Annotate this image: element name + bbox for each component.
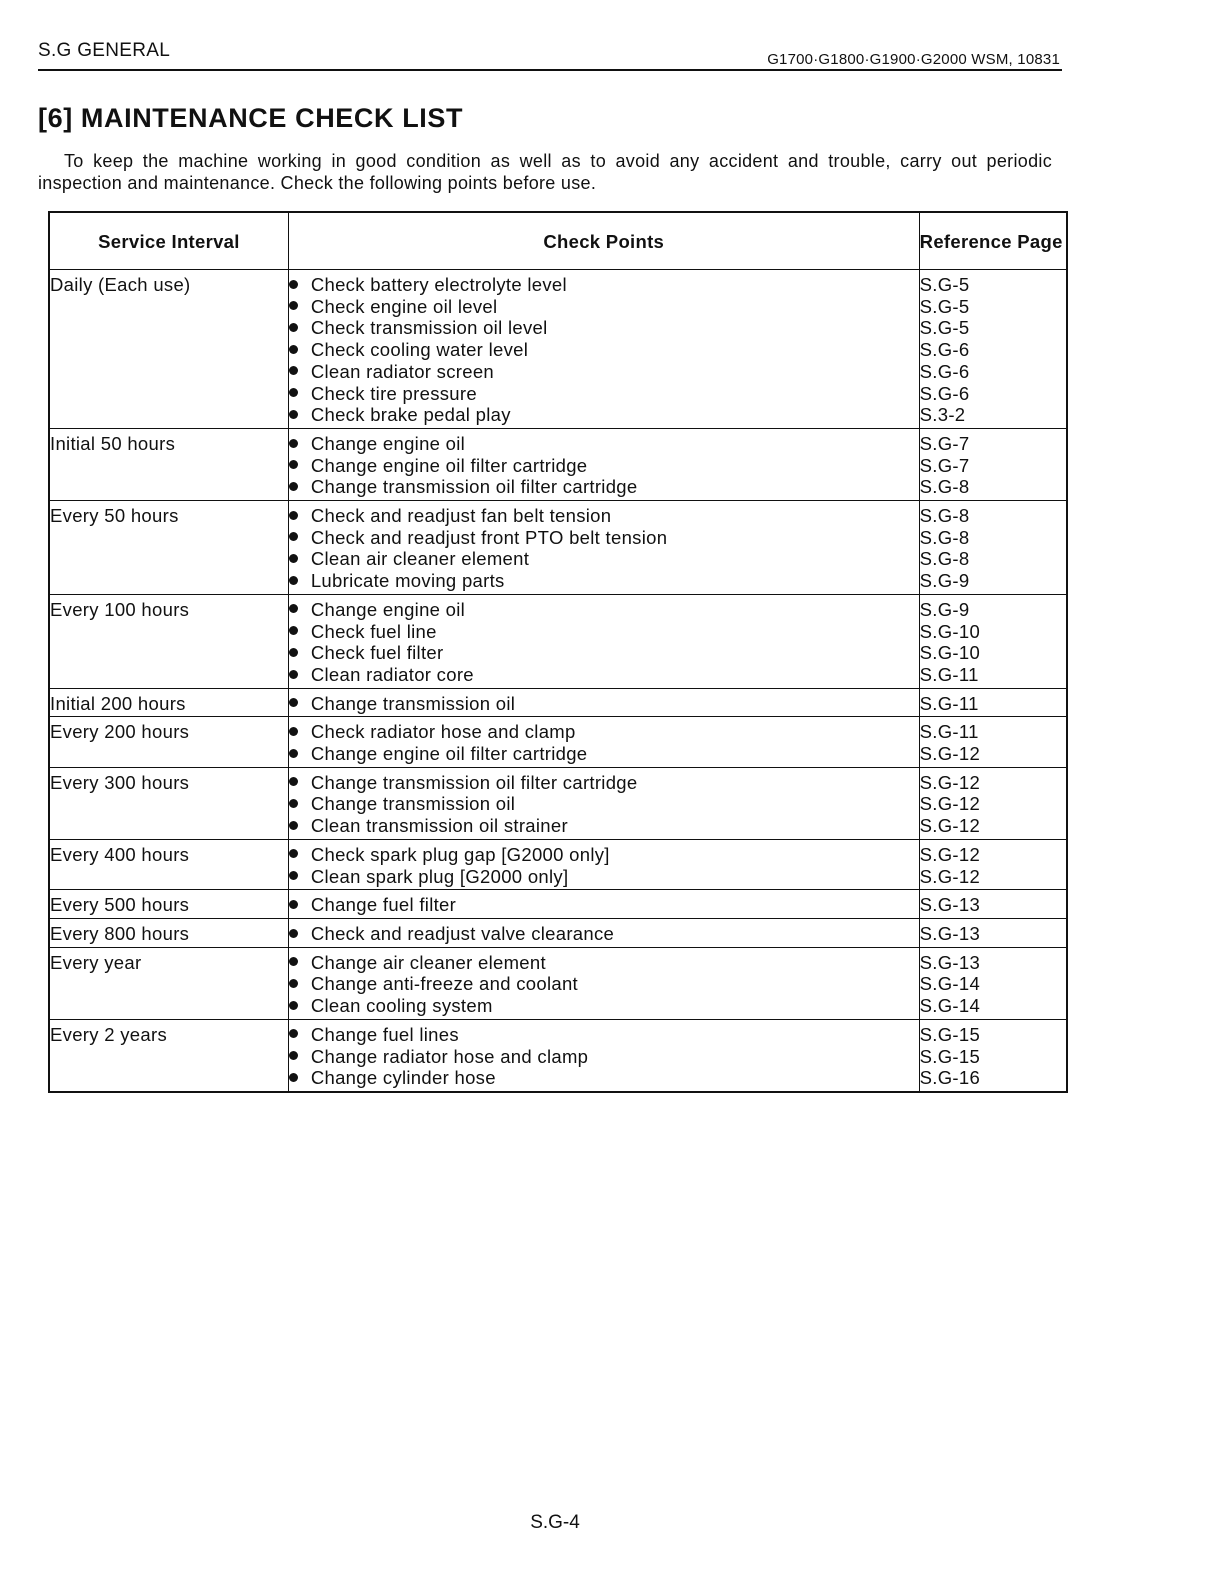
reference-page-item: S.G-13: [919, 922, 981, 944]
reference-page-cell: [919, 767, 1067, 839]
check-points-cell: [288, 688, 919, 717]
bullet-icon: [289, 482, 298, 491]
check-point-item: [289, 548, 919, 570]
service-interval-cell: Every 300 hours: [49, 767, 288, 839]
reference-page-item: S.G-12: [919, 815, 981, 837]
page-title: [6] MAINTENANCE CHECK LIST: [38, 103, 464, 133]
check-point-text: Change engine oil: [310, 432, 466, 454]
check-point-text: Change transmission oil: [310, 692, 516, 714]
reference-page-item: S.G-10: [919, 642, 981, 664]
check-point-text: Check transmission oil level: [310, 317, 548, 339]
bullet-icon: [289, 1029, 298, 1038]
reference-page-item: S.G-11: [919, 721, 979, 743]
bullet-icon: [289, 604, 298, 613]
check-point-item: [289, 642, 919, 664]
check-point-item: [289, 693, 919, 715]
bullet-icon: [289, 799, 298, 808]
bullet-icon: [289, 460, 298, 469]
reference-page-cell: [919, 501, 1067, 595]
bullet-icon: [289, 554, 298, 563]
bullet-icon: [289, 849, 298, 858]
bullet-icon: [289, 410, 298, 419]
table-row: [49, 717, 1067, 767]
check-point-text: Change fuel lines: [310, 1023, 459, 1045]
check-point-item: [289, 404, 919, 426]
check-point-text: Change engine oil: [310, 598, 466, 620]
check-point-item: [289, 527, 919, 549]
reference-page-cell: [919, 270, 1067, 429]
reference-page-item: S.G-12: [919, 843, 981, 865]
reference-page-item: S.G-12: [919, 793, 981, 815]
check-point-text: Check and readjust valve clearance: [310, 922, 615, 944]
reference-page-item: S.G-13: [919, 951, 981, 973]
reference-page-cell: [919, 428, 1067, 500]
check-point-text: Check tire pressure: [310, 382, 477, 404]
check-point-item: [289, 599, 919, 621]
service-interval-cell: Daily (Each use): [49, 270, 288, 429]
service-interval-cell: Every 50 hours: [49, 501, 288, 595]
check-point-item: [289, 793, 919, 815]
check-point-text: Check battery electrolyte level: [310, 274, 567, 295]
reference-page-item: S.G-6: [919, 339, 970, 361]
check-point-item: [289, 1067, 919, 1089]
reference-page-item: S.G-12: [919, 771, 981, 793]
check-point-item: [289, 317, 919, 339]
check-point-item: [289, 866, 919, 888]
reference-page-item: S.G-14: [919, 995, 981, 1017]
check-point-text: Clean spark plug [G2000 only]: [310, 865, 569, 887]
check-point-item: [289, 455, 919, 477]
table-row: [49, 1019, 1067, 1092]
table-header-row: [49, 212, 1067, 270]
check-point-item: [289, 973, 919, 995]
check-point-item: [289, 1024, 919, 1046]
table-body: [49, 270, 1067, 1092]
bullet-icon: [289, 1073, 298, 1082]
reference-page-item: S.G-8: [919, 526, 970, 548]
table-row: [49, 947, 1067, 1019]
table-row: [49, 918, 1067, 947]
bullet-icon: [289, 749, 298, 758]
reference-page-item: S.G-15: [919, 1023, 981, 1045]
reference-page-item: S.G-9: [919, 598, 970, 620]
check-point-item: [289, 274, 919, 296]
reference-page-cell: [919, 918, 1067, 947]
bullet-icon: [289, 957, 298, 966]
check-points-cell: [288, 947, 919, 1019]
service-interval-cell: Initial 50 hours: [49, 428, 288, 500]
header-reference-page: Reference Page: [919, 212, 1067, 270]
reference-page-item: S.G-7: [919, 432, 970, 454]
service-interval-cell: Every 100 hours: [49, 594, 288, 688]
check-points-cell: [288, 1019, 919, 1092]
header-check-points: Check Points: [288, 212, 919, 270]
check-point-item: [289, 664, 919, 686]
bullet-icon: [289, 670, 298, 679]
table-row: [49, 501, 1067, 595]
check-point-item: [289, 339, 919, 361]
check-point-text: Clean air cleaner element: [310, 548, 530, 570]
bullet-icon: [289, 1001, 298, 1010]
check-point-text: Change air cleaner element: [310, 951, 546, 973]
table-row: [49, 839, 1067, 889]
reference-page-item: S.G-8: [919, 548, 970, 570]
check-points-cell: [288, 501, 919, 595]
check-points-cell: [288, 717, 919, 767]
check-points-cell: [288, 839, 919, 889]
service-interval-cell: Every year: [49, 947, 288, 1019]
header-service-interval: Service Interval: [49, 212, 288, 270]
check-point-item: [289, 505, 919, 527]
service-interval-cell: Every 800 hours: [49, 918, 288, 947]
reference-page-item: S.G-5: [919, 274, 970, 295]
check-point-text: Clean transmission oil strainer: [310, 815, 568, 837]
check-point-text: Change engine oil filter cartridge: [310, 454, 588, 476]
check-points-cell: [288, 767, 919, 839]
table-row: [49, 270, 1067, 429]
reference-page-item: S.G-5: [919, 295, 970, 317]
reference-page-item: S.G-6: [919, 360, 970, 382]
check-point-text: Check and readjust fan belt tension: [310, 505, 612, 527]
reference-page-cell: [919, 1019, 1067, 1092]
check-points-cell: [288, 594, 919, 688]
header-divider: [38, 69, 1062, 71]
check-point-text: Change engine oil filter cartridge: [310, 743, 588, 765]
bullet-icon: [289, 439, 298, 448]
bullet-icon: [289, 511, 298, 520]
check-point-text: Check brake pedal play: [310, 404, 511, 426]
check-point-item: [289, 743, 919, 765]
reference-page-item: S.G-12: [919, 865, 981, 887]
bullet-icon: [289, 345, 298, 354]
model-header: G1700·G1800·G1900·G2000 WSM, 10831: [767, 51, 1060, 68]
reference-page-item: S.G-13: [919, 894, 981, 916]
reference-page-item: S.G-8: [919, 476, 970, 498]
check-point-item: [289, 815, 919, 837]
bullet-icon: [289, 388, 298, 397]
reference-page-item: S.G-15: [919, 1045, 981, 1067]
check-point-text: Check fuel filter: [310, 642, 444, 664]
bullet-icon: [289, 727, 298, 736]
check-point-item: [289, 383, 919, 405]
reference-page-item: S.G-14: [919, 973, 981, 995]
check-point-text: Check fuel line: [310, 620, 437, 642]
bullet-icon: [289, 280, 298, 289]
check-point-text: Check engine oil level: [310, 295, 498, 317]
check-points-cell: [288, 270, 919, 429]
bullet-icon: [289, 979, 298, 988]
check-point-item: [289, 476, 919, 498]
reference-page-item: S.G-8: [919, 505, 970, 527]
reference-page-item: S.G-5: [919, 317, 970, 339]
reference-page-cell: [919, 890, 1067, 919]
check-points-cell: [288, 428, 919, 500]
check-point-text: Clean radiator screen: [310, 360, 495, 382]
check-point-text: Change transmission oil filter cartridge: [310, 771, 638, 793]
check-point-text: Change radiator hose and clamp: [310, 1045, 589, 1067]
page-number: S.G-4: [530, 1512, 580, 1533]
check-point-text: Change anti-freeze and coolant: [310, 973, 578, 995]
check-point-text: Check and readjust front PTO belt tension: [310, 526, 668, 548]
service-interval-cell: Every 2 years: [49, 1019, 288, 1092]
check-point-text: Change cylinder hose: [310, 1067, 496, 1089]
bullet-icon: [289, 777, 298, 786]
check-point-text: Check spark plug gap [G2000 only]: [310, 843, 610, 865]
check-point-text: Clean radiator core: [310, 663, 474, 685]
service-interval-cell: Every 400 hours: [49, 839, 288, 889]
reference-page-cell: [919, 717, 1067, 767]
check-point-text: Check radiator hose and clamp: [310, 721, 576, 743]
service-interval-cell: Every 200 hours: [49, 717, 288, 767]
bullet-icon: [289, 576, 298, 585]
bullet-icon: [289, 626, 298, 635]
check-points-cell: [288, 918, 919, 947]
bullet-icon: [289, 648, 298, 657]
table-row: [49, 688, 1067, 717]
check-point-item: [289, 570, 919, 592]
table-row: [49, 767, 1067, 839]
bullet-icon: [289, 900, 298, 909]
check-point-item: [289, 995, 919, 1017]
bullet-icon: [289, 301, 298, 310]
check-point-item: [289, 296, 919, 318]
maintenance-table: [48, 211, 1068, 1093]
reference-page-item: S.3-2: [919, 404, 966, 426]
check-point-text: Check cooling water level: [310, 339, 529, 361]
reference-page-item: S.G-11: [919, 663, 979, 685]
bullet-icon: [289, 532, 298, 541]
check-point-item: [289, 433, 919, 455]
bullet-icon: [289, 929, 298, 938]
reference-page-item: S.G-7: [919, 454, 970, 476]
bullet-icon: [289, 871, 298, 880]
check-point-item: [289, 923, 919, 945]
check-point-text: Lubricate moving parts: [310, 570, 505, 592]
check-point-item: [289, 894, 919, 916]
section-header: S.G GENERAL: [38, 40, 171, 61]
check-point-item: [289, 721, 919, 743]
table-row: [49, 428, 1067, 500]
reference-page-cell: [919, 594, 1067, 688]
reference-page-item: S.G-6: [919, 382, 970, 404]
bullet-icon: [289, 821, 298, 830]
table-row: [49, 890, 1067, 919]
intro-paragraph: To keep the machine working in good condition as well as to avoid any accident and trouble, carry out periodic inspection and maintenance. Check the following points before use.: [38, 151, 1052, 193]
check-point-text: Clean cooling system: [310, 995, 493, 1017]
check-point-item: [289, 1046, 919, 1068]
check-points-cell: [288, 890, 919, 919]
check-point-text: Change transmission oil: [310, 793, 516, 815]
reference-page-cell: [919, 688, 1067, 717]
service-interval-cell: Every 500 hours: [49, 890, 288, 919]
check-point-item: [289, 952, 919, 974]
table-row: [49, 594, 1067, 688]
bullet-icon: [289, 698, 298, 707]
reference-page-item: S.G-11: [919, 692, 979, 714]
check-point-item: [289, 844, 919, 866]
bullet-icon: [289, 366, 298, 375]
check-point-text: Change transmission oil filter cartridge: [310, 476, 638, 498]
bullet-icon: [289, 1051, 298, 1060]
bullet-icon: [289, 323, 298, 332]
reference-page-item: S.G-16: [919, 1067, 981, 1089]
check-point-item: [289, 772, 919, 794]
reference-page-item: S.G-10: [919, 620, 981, 642]
reference-page-cell: [919, 839, 1067, 889]
reference-page-cell: [919, 947, 1067, 1019]
reference-page-item: S.G-12: [919, 743, 981, 765]
check-point-text: Change fuel filter: [310, 894, 457, 916]
reference-page-item: S.G-9: [919, 570, 970, 592]
check-point-item: [289, 621, 919, 643]
service-interval-cell: Initial 200 hours: [49, 688, 288, 717]
check-point-item: [289, 361, 919, 383]
